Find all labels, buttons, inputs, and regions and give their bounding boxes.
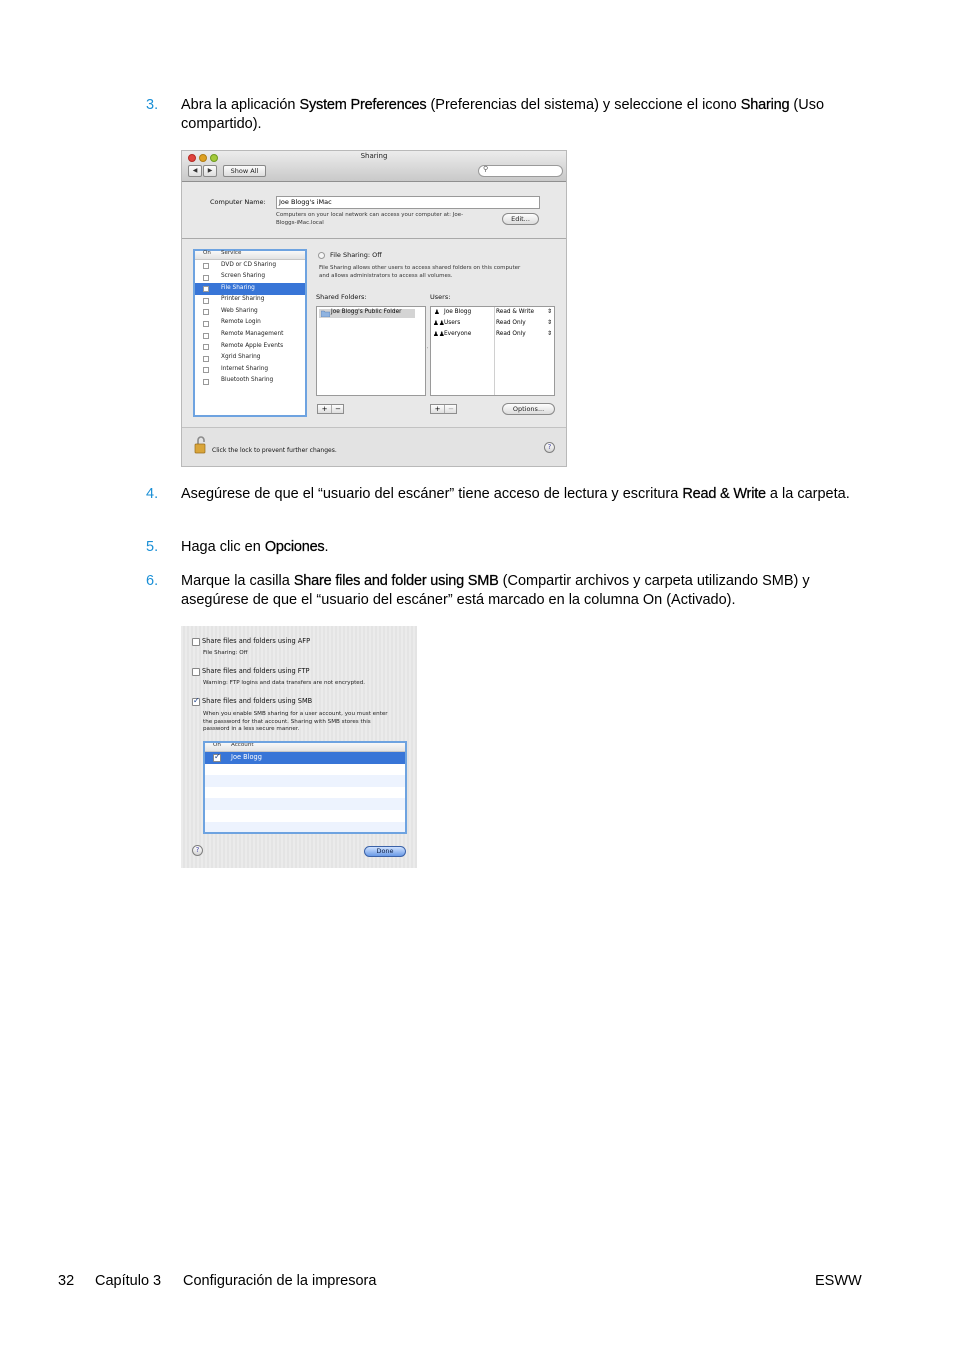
step-text: Marque la casilla Share files and folder using SMB (Compartir archivos y carpeta utilizando SMB) y asegúrese de que el “usuario del escáner” está marcado en la columna On (Activado). <box>181 573 810 608</box>
permission-popup[interactable]: Read & Write <box>496 309 535 315</box>
lock-icon[interactable] <box>194 436 208 454</box>
empty-row <box>205 764 405 776</box>
edit-button[interactable]: Edit... <box>502 213 539 225</box>
empty-row <box>205 775 405 787</box>
stepper-icon[interactable]: ⇕ <box>547 319 553 326</box>
help-button[interactable]: ? <box>192 845 203 856</box>
search-input[interactable] <box>478 165 563 177</box>
permission-popup[interactable]: Read Only <box>496 320 526 326</box>
network-note: Computers on your local network can access your computer at: Joe- Bloggs-iMac.local <box>276 212 464 226</box>
status-indicator-icon <box>318 252 325 259</box>
service-checkbox[interactable] <box>203 356 209 362</box>
service-checkbox[interactable] <box>203 309 209 315</box>
account-name: Joe Blogg <box>231 753 262 761</box>
account-list <box>203 741 407 834</box>
step-text: Abra la aplicación System Preferences (Preferencias del sistema) y seleccione el icono Sharing (Uso compartido). <box>181 97 825 132</box>
shared-folder-name: Joe Blogg's Public Folder <box>331 309 402 315</box>
afp-status: File Sharing: Off <box>203 650 248 656</box>
stepper-icon[interactable]: ⇕ <box>547 308 553 315</box>
remove-folder-button[interactable]: − <box>331 405 344 413</box>
remove-user-button[interactable]: − <box>444 405 457 413</box>
step-number: 4. <box>146 486 159 502</box>
file-sharing-description: File Sharing allows other users to access shared folders on this computer and allows administrators to access all volumes. <box>319 265 521 279</box>
service-checkbox[interactable] <box>203 333 209 339</box>
chapter-title: Configuración de la impresora <box>183 1273 377 1289</box>
service-row[interactable]: Xgrid Sharing <box>195 353 305 365</box>
users-label: Users: <box>430 293 451 301</box>
add-folder-button[interactable]: + <box>321 405 328 413</box>
stepper-icon[interactable]: ⇕ <box>547 330 553 337</box>
service-checkbox[interactable] <box>203 367 209 373</box>
smb-checkbox[interactable] <box>192 698 200 706</box>
account-list-header <box>205 743 405 752</box>
smb-options-sheet-screenshot <box>181 626 417 868</box>
bottom-bar <box>182 427 566 467</box>
service-checkbox[interactable] <box>203 275 209 281</box>
user-name: Everyone <box>444 331 472 337</box>
help-button[interactable]: ? <box>544 442 555 453</box>
user-name: Joe Blogg <box>444 309 472 315</box>
step-text: Haga clic en Opciones. <box>181 539 329 555</box>
empty-row <box>205 798 405 810</box>
service-checkbox[interactable] <box>203 321 209 327</box>
smb-note: When you enable SMB sharing for a user account, you must enter the password for that account. Sharing with SMB stores this password in a less secure manner. <box>203 711 388 732</box>
window-title: Sharing <box>360 152 388 160</box>
step-number: 5. <box>146 539 159 555</box>
afp-label: Share files and folders using AFP <box>202 637 311 645</box>
user-icon: ♟ <box>434 308 440 316</box>
service-checkbox[interactable] <box>203 379 209 385</box>
done-button[interactable]: Done <box>364 846 406 857</box>
service-row[interactable]: Remote Apple Events <box>195 341 305 353</box>
options-button[interactable]: Options... <box>502 403 555 415</box>
service-checkbox[interactable] <box>203 344 209 350</box>
column-divider <box>494 307 495 395</box>
smb-label: Share files and folders using SMB <box>202 697 313 705</box>
chapter-label: Capítulo 3 <box>95 1273 162 1289</box>
service-row-selected[interactable]: File Sharing <box>195 283 305 295</box>
service-row[interactable]: Screen Sharing <box>195 272 305 284</box>
service-list <box>193 249 307 417</box>
divider <box>182 238 566 239</box>
service-checkbox[interactable] <box>203 286 209 292</box>
header-service: Service <box>221 250 242 256</box>
header-on: On <box>203 250 211 256</box>
ui-term-read-write: Read & Write <box>682 486 766 502</box>
everyone-icon: ♟♟ <box>433 330 445 338</box>
ui-term-share-smb: Share files and folder using SMB <box>293 573 499 589</box>
empty-row <box>205 787 405 799</box>
service-row[interactable]: Remote Login <box>195 318 305 330</box>
empty-row <box>205 810 405 822</box>
sharing-window-screenshot <box>181 150 567 467</box>
step-number: 3. <box>146 97 159 113</box>
service-row[interactable]: Bluetooth Sharing <box>195 376 305 388</box>
splitter-handle-icon[interactable]: ˙ <box>426 347 429 354</box>
ftp-checkbox[interactable] <box>192 668 200 676</box>
show-all-button[interactable]: Show All <box>223 165 266 177</box>
shared-folders-label: Shared Folders: <box>316 293 367 301</box>
computer-name-label: Computer Name: <box>210 198 266 206</box>
ftp-label: Share files and folders using FTP <box>202 667 310 675</box>
user-name: Users <box>444 320 461 326</box>
document-code: ESWW <box>815 1273 862 1289</box>
folder-icon <box>321 310 330 317</box>
back-icon[interactable]: ◀ <box>188 165 202 177</box>
ui-term-opciones: Opciones <box>264 539 325 555</box>
service-checkbox[interactable] <box>203 263 209 269</box>
ui-term-system-preferences: System Preferences <box>299 97 427 113</box>
service-list-header <box>195 251 305 260</box>
header-on: On <box>213 742 221 748</box>
service-row[interactable]: DVD or CD Sharing <box>195 260 305 272</box>
service-row[interactable]: Internet Sharing <box>195 364 305 376</box>
permission-popup[interactable]: Read Only <box>496 331 526 337</box>
add-user-button[interactable]: + <box>434 405 441 413</box>
step-text: Asegúrese de que el “usuario del escáner” tiene acceso de lectura y escritura Read & Write a la carpeta. <box>181 486 850 502</box>
folder-add-remove <box>317 404 344 414</box>
user-add-remove <box>430 404 457 414</box>
page-number: 32 <box>58 1273 75 1289</box>
afp-checkbox[interactable] <box>192 638 200 646</box>
ui-term-sharing: Sharing <box>740 97 790 113</box>
account-on-checkbox[interactable] <box>213 754 221 762</box>
users-list <box>430 306 555 396</box>
computer-name-field[interactable]: Joe Blogg's iMac <box>276 196 540 209</box>
step-number: 6. <box>146 573 159 589</box>
service-row[interactable]: Remote Management <box>195 330 305 342</box>
ftp-warning: Warning: FTP logins and data transfers are not encrypted. <box>203 680 366 686</box>
service-row[interactable]: Printer Sharing <box>195 295 305 307</box>
forward-icon[interactable]: ▶ <box>203 165 217 177</box>
header-account: Account <box>231 742 254 748</box>
file-sharing-status: File Sharing: Off <box>330 251 382 259</box>
service-row[interactable]: Web Sharing <box>195 306 305 318</box>
shared-folders-list <box>316 306 426 396</box>
group-icon: ♟♟ <box>433 319 445 327</box>
service-checkbox[interactable] <box>203 298 209 304</box>
empty-row <box>205 822 405 834</box>
window-toolbar <box>182 151 566 182</box>
lock-text: Click the lock to prevent further changes. <box>212 447 337 454</box>
account-row-selected[interactable] <box>205 752 405 764</box>
search-icon: ⚲ <box>483 165 489 173</box>
